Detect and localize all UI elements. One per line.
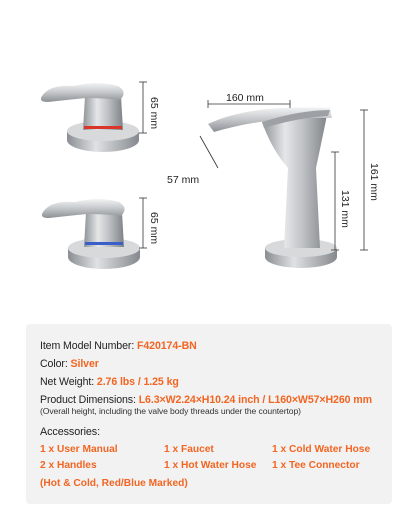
hot-handle: [41, 83, 139, 152]
net-weight-label: Net Weight:: [40, 376, 97, 388]
dim-total-height: 161 mm: [368, 163, 380, 201]
model-number-value: F420174-BN: [137, 340, 197, 352]
dim-spout-length: 160 mm: [226, 92, 264, 104]
cold-handle: [42, 199, 140, 269]
faucet-spout: [208, 107, 337, 268]
dim-spout-depth: 57 mm: [167, 174, 200, 186]
color-line: [40, 358, 99, 370]
accessory-item: 1 x Hot Water Hose: [164, 460, 257, 471]
dim-cold-handle-height: 65 mm: [148, 212, 160, 245]
accessory-item: 1 x Tee Connector: [272, 460, 360, 471]
dim-hot-handle-height: 65 mm: [148, 97, 160, 130]
product-dimensions-note: (Overall height, including the valve body threads under the countertop): [40, 406, 301, 416]
model-number-line: [40, 340, 197, 352]
product-dimensions-line: [40, 394, 372, 406]
accessories-heading: Accessories:: [40, 426, 101, 438]
color-label: Color:: [40, 358, 71, 370]
accessory-item: 1 x Faucet: [164, 444, 214, 455]
model-number-label: Item Model Number:: [40, 340, 138, 352]
color-value: Silver: [70, 358, 99, 370]
product-dimensions-label: Product Dimensions:: [40, 394, 139, 406]
accessory-item: 2 x Handles: [40, 460, 97, 471]
specifications-panel: [26, 324, 392, 504]
cold-indicator-ring: [85, 242, 123, 245]
accessory-item-note: (Hot & Cold, Red/Blue Marked): [40, 478, 188, 489]
accessory-item: 1 x User Manual: [40, 444, 118, 455]
hot-indicator-ring: [84, 126, 122, 129]
dimension-lines: [139, 82, 368, 250]
net-weight-line: [40, 376, 179, 388]
dim-body-height: 131 mm: [339, 190, 351, 228]
accessory-item: 1 x Cold Water Hose: [272, 444, 371, 455]
product-dimensions-value: L6.3×W2.24×H10.24 inch / L160×W57×H260 mm: [138, 394, 372, 406]
net-weight-value: 2.76 lbs / 1.25 kg: [96, 376, 179, 388]
